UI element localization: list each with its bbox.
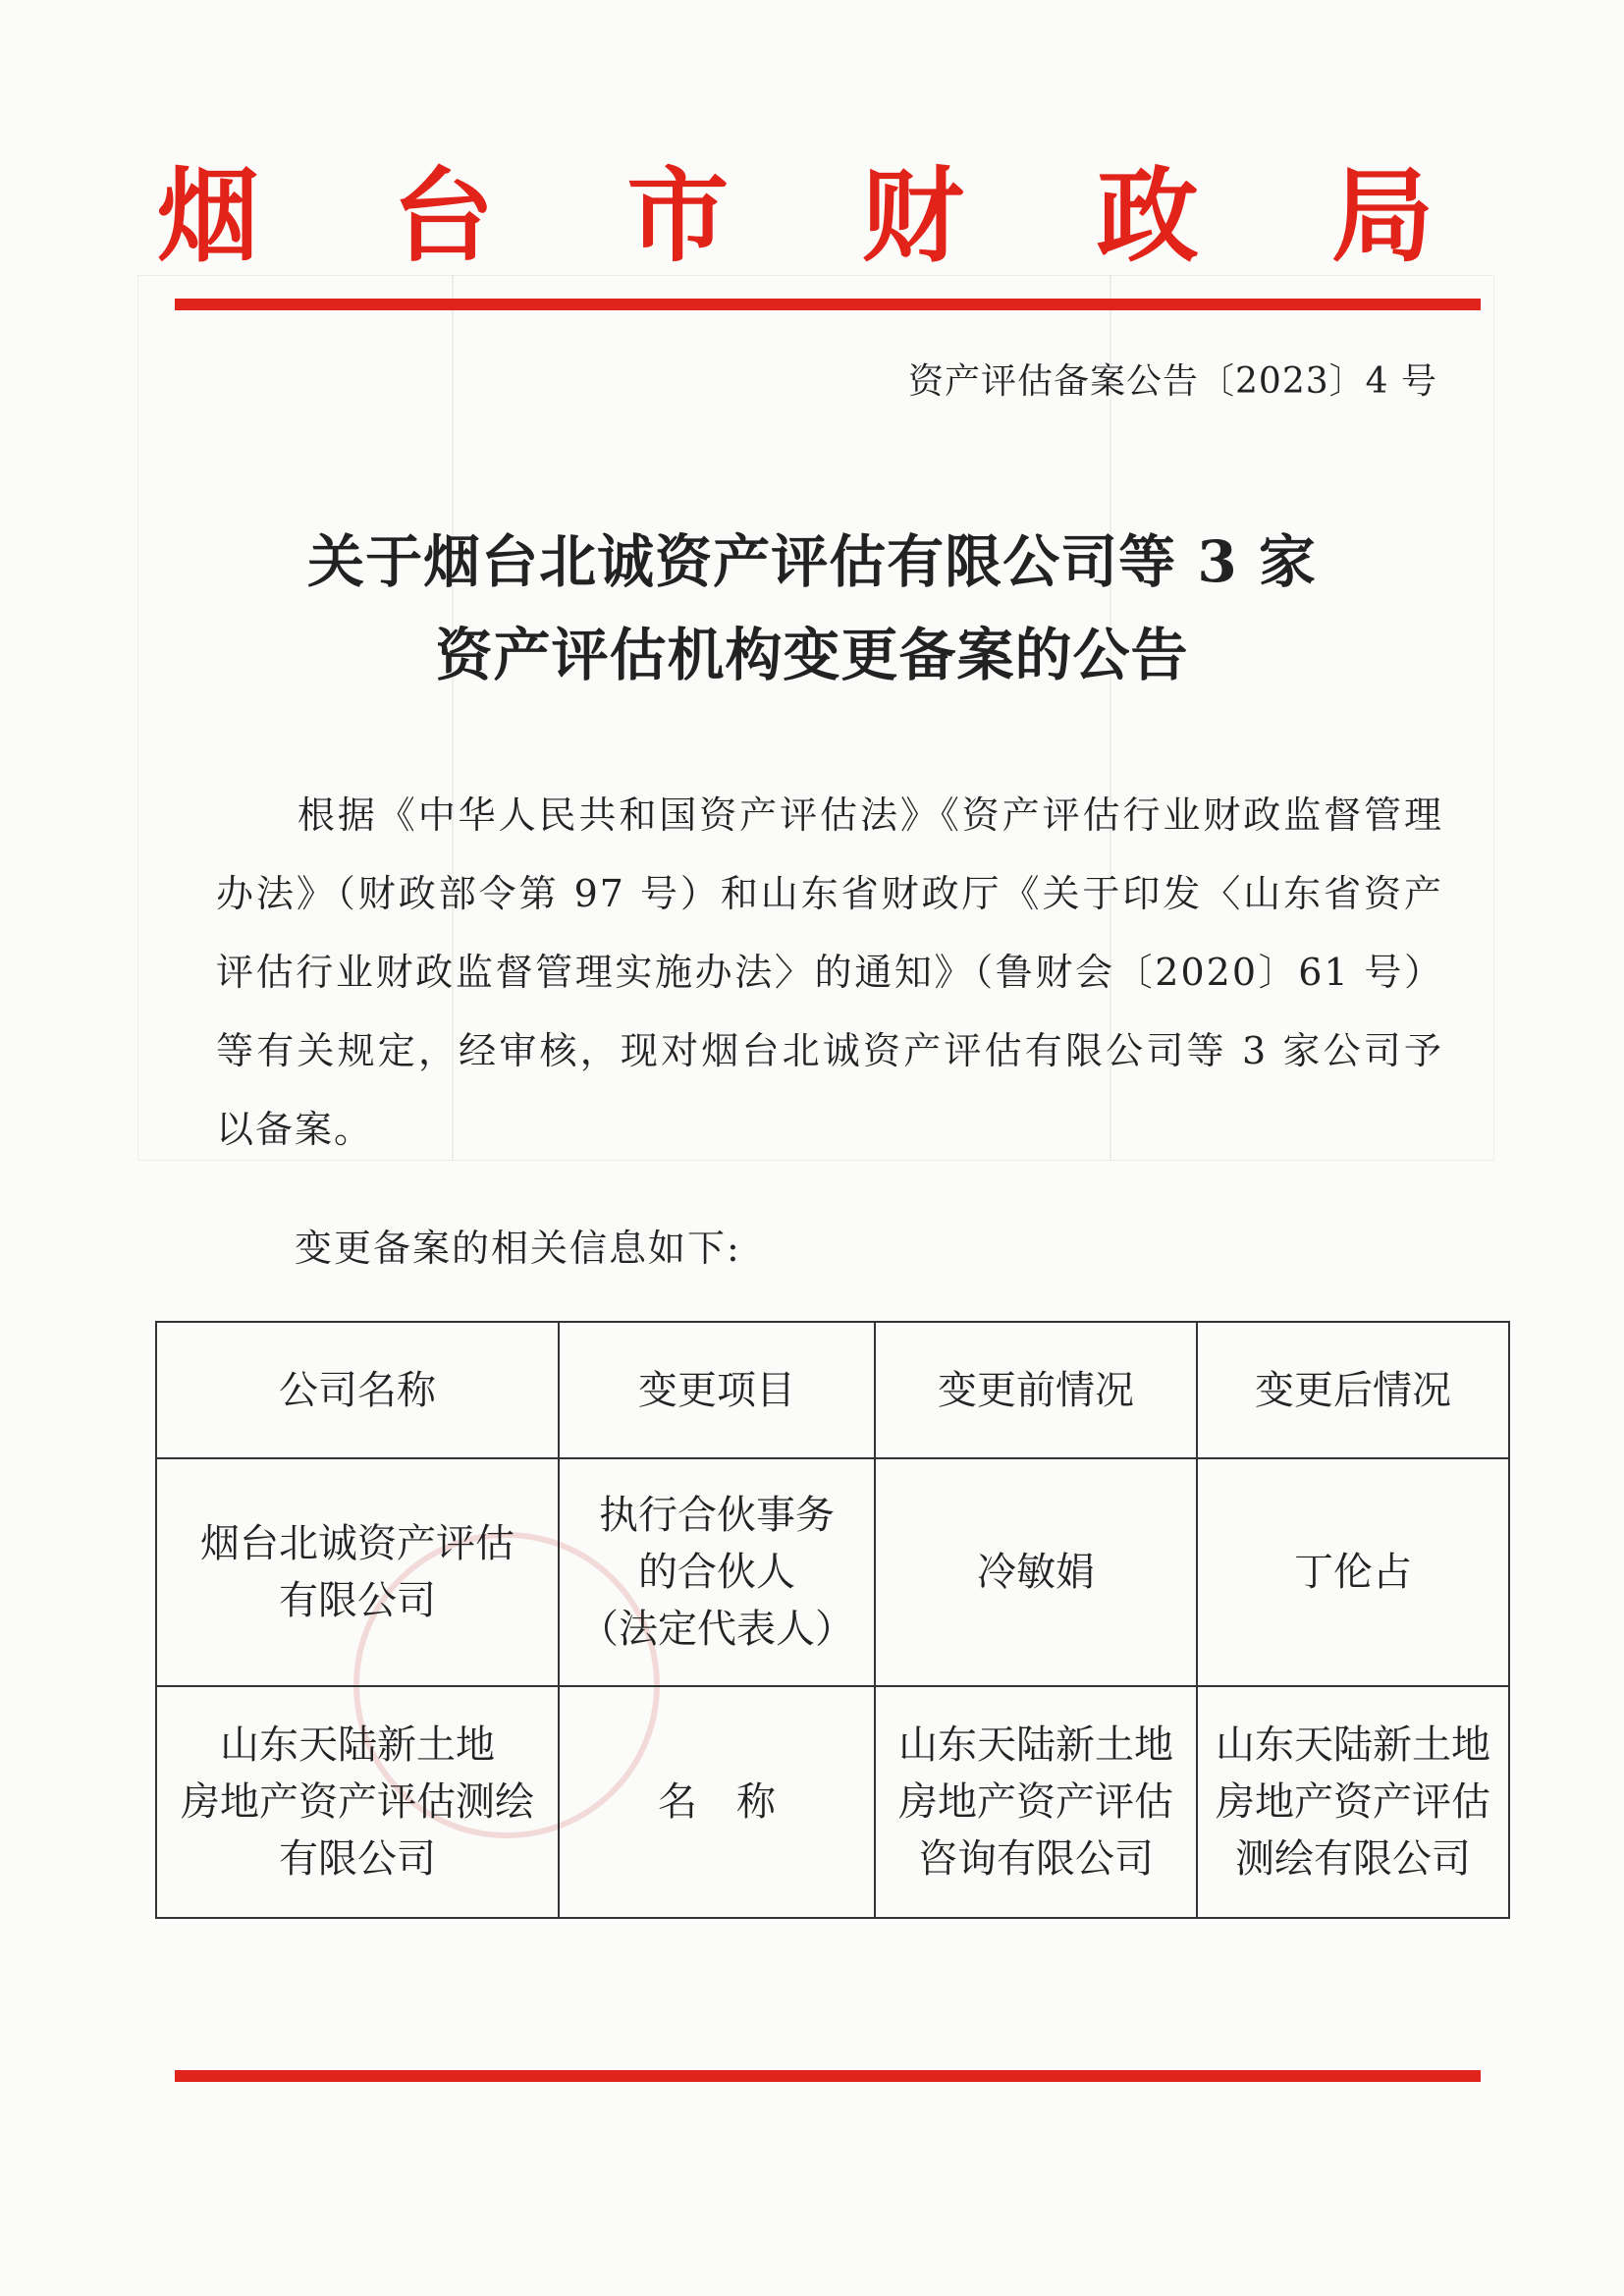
header-cell: 变更项目 <box>559 1322 875 1458</box>
title-line-2: 资产评估机构变更备案的公告 <box>435 622 1189 688</box>
header-cell: 公司名称 <box>156 1322 559 1458</box>
after-cell: 山东天陆新土地 房地产资产评估 测绘有限公司 <box>1197 1686 1509 1918</box>
table-intro: 变更备案的相关信息如下: <box>295 1227 741 1270</box>
header-cell: 变更后情况 <box>1197 1322 1509 1458</box>
before-cell: 山东天陆新土地 房地产资产评估 咨询有限公司 <box>875 1686 1197 1918</box>
top-red-rule <box>175 299 1481 310</box>
table-header-row <box>156 1322 1509 1458</box>
change-info-table <box>155 1321 1510 1919</box>
body-paragraph <box>216 776 1443 1169</box>
company-name-cell: 山东天陆新土地 房地产资产评估测绘 有限公司 <box>156 1686 559 1918</box>
document-number: 资产评估备案公告〔2023〕4 号 <box>908 361 1437 402</box>
masthead-char: 烟 <box>157 155 260 276</box>
body-paragraph-text: 根据《中华人民共和国资产评估法》《资产评估行业财政监督管理办法》（财政部令第 97 号）和山东省财政厅《关于印发〈山东省资产评估行业财政监督管理实施办法〉的通知》（鲁财会〔2020〕61 号）等有关规定，经审核，现对烟台北诚资产评估有限公司等 3 家公司予以备案。 <box>216 793 1443 1151</box>
table-row <box>156 1686 1509 1918</box>
masthead-char: 局 <box>1330 155 1434 276</box>
company-name-cell: 烟台北诚资产评估 有限公司 <box>156 1458 559 1686</box>
masthead-char: 市 <box>626 155 730 276</box>
before-cell: 冷敏娟 <box>875 1458 1197 1686</box>
masthead-char: 台 <box>392 155 495 276</box>
agency-masthead <box>157 147 1434 285</box>
title-line-1: 关于烟台北诚资产评估有限公司等 3 家 <box>307 528 1317 595</box>
masthead-char: 政 <box>1096 155 1199 276</box>
masthead-char: 财 <box>861 155 964 276</box>
change-item-cell: 名 称 <box>559 1686 875 1918</box>
table-row <box>156 1458 1509 1686</box>
bottom-red-rule <box>175 2070 1481 2082</box>
header-cell: 变更前情况 <box>875 1322 1197 1458</box>
after-cell: 丁伦占 <box>1197 1458 1509 1686</box>
change-item-cell: 执行合伙事务 的合伙人 （法定代表人） <box>559 1458 875 1686</box>
